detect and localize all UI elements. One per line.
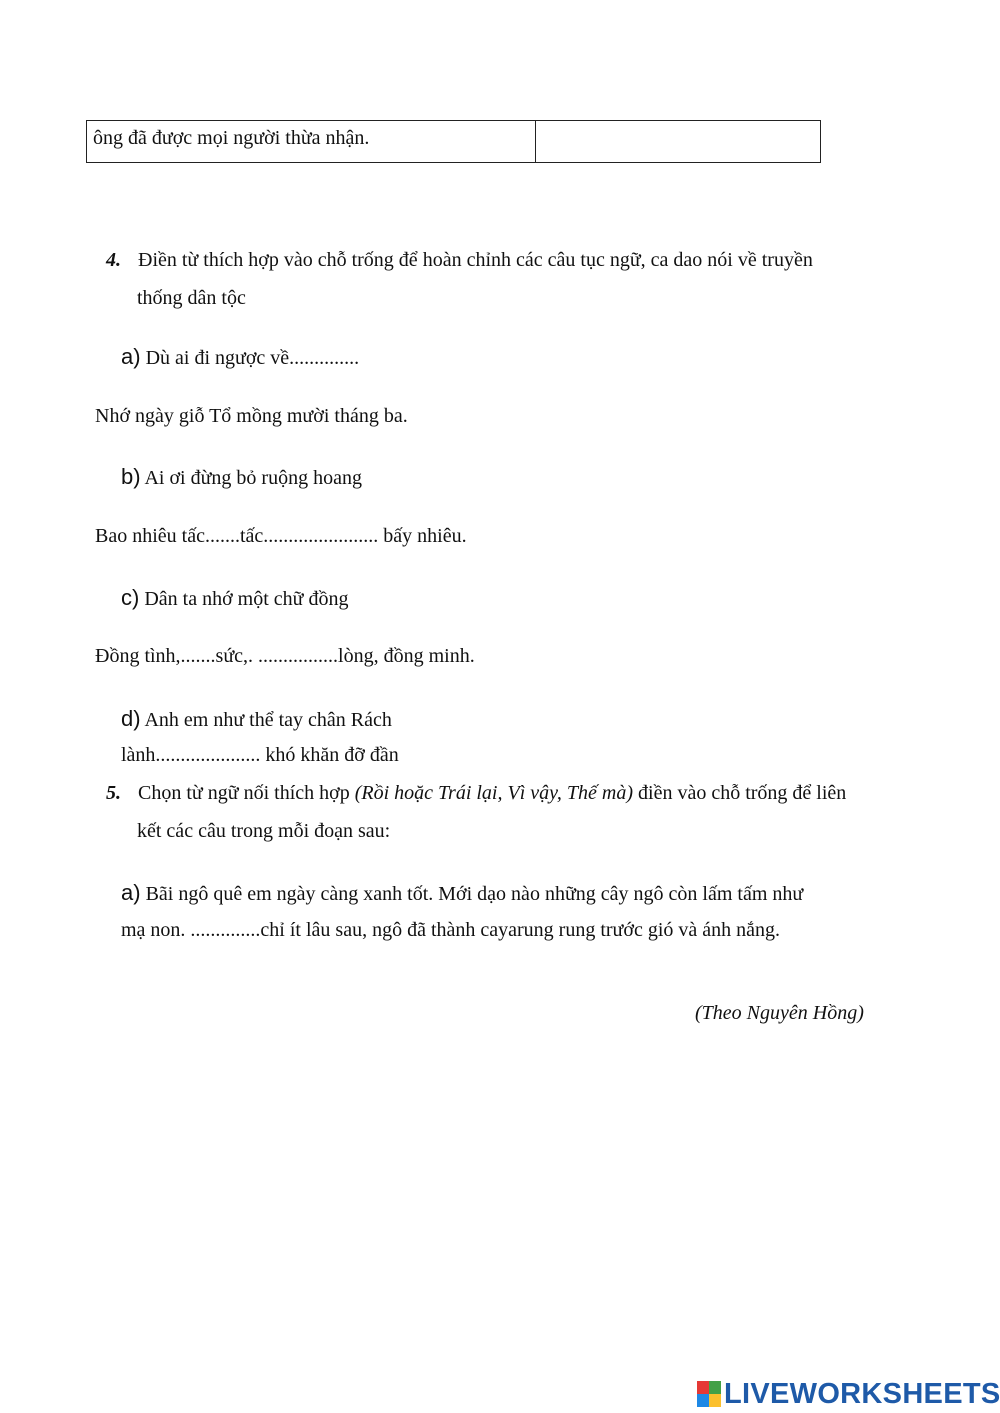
item-5a	[121, 880, 803, 906]
item-4a-line2: Nhớ ngày giỗ Tổ mồng mười tháng ba.	[95, 405, 408, 427]
liveworksheets-wordmark: LIVEWORKSHEETS	[724, 1377, 1000, 1410]
liveworksheets-logo	[697, 1378, 1000, 1410]
liveworksheets-mark-icon	[697, 1381, 721, 1407]
item-4c-letter: c)	[121, 585, 140, 610]
item-5a-letter: a)	[121, 880, 141, 905]
item-5a-line2: mạ non. ..............chỉ ít lâu sau, ngô đã thành cayarung rung trước gió và ánh nắng.	[121, 919, 781, 941]
table-cell-left: ông đã được mọi người thừa nhận.	[87, 121, 536, 162]
question-5-prompt-pre: Chọn từ ngữ nối thích hợp	[138, 782, 355, 804]
item-4d-line1: Anh em như thể tay chân Rách	[140, 709, 392, 731]
question-4-prompt-line1: Điền từ thích hợp vào chỗ trống để hoàn chỉnh các câu tục ngữ, ca dao nói về truyền	[138, 249, 813, 271]
question-4-number: 4.	[106, 249, 121, 271]
item-4b-letter: b)	[121, 464, 141, 489]
item-4b-line1: Ai ơi đừng bỏ ruộng hoang	[140, 467, 362, 489]
source-attribution: (Theo Nguyên Hồng)	[695, 1002, 864, 1024]
answer-table-row	[86, 120, 821, 163]
item-4a-letter: a)	[121, 344, 141, 369]
item-4c-line1: Dân ta nhớ một chữ đồng	[139, 588, 349, 610]
item-4c-line2: Đồng tình,.......sức,. ................lòng, đồng minh.	[95, 645, 475, 667]
item-4d-line2: lành..................... khó khăn đỡ đần	[121, 744, 399, 766]
question-5-prompt-post: điền vào chỗ trống để liên	[633, 782, 847, 804]
item-4d	[121, 706, 392, 732]
item-4a	[121, 344, 359, 370]
item-4c	[121, 585, 349, 611]
question-5-prompt-line2: kết các câu trong mỗi đoạn sau:	[137, 820, 391, 842]
table-cell-right[interactable]	[536, 121, 820, 162]
item-4a-line1: Dù ai đi ngược về..............	[140, 347, 360, 369]
item-4b-line2: Bao nhiêu tấc.......tấc....................... bấy nhiêu.	[95, 525, 467, 547]
item-4b	[121, 464, 362, 490]
item-5a-line1: Bãi ngô quê em ngày càng xanh tốt. Mới dạo nào những cây ngô còn lấm tấm như	[140, 883, 804, 905]
question-5-prompt	[106, 782, 846, 805]
question-4-prompt	[106, 249, 813, 272]
item-4d-letter: d)	[121, 706, 141, 731]
question-4-prompt-line2: thống dân tộc	[137, 287, 246, 309]
question-5-connectors: (Rồi hoặc Trái lại, Vì vậy, Thế mà)	[354, 782, 634, 804]
question-5-number: 5.	[106, 782, 121, 804]
